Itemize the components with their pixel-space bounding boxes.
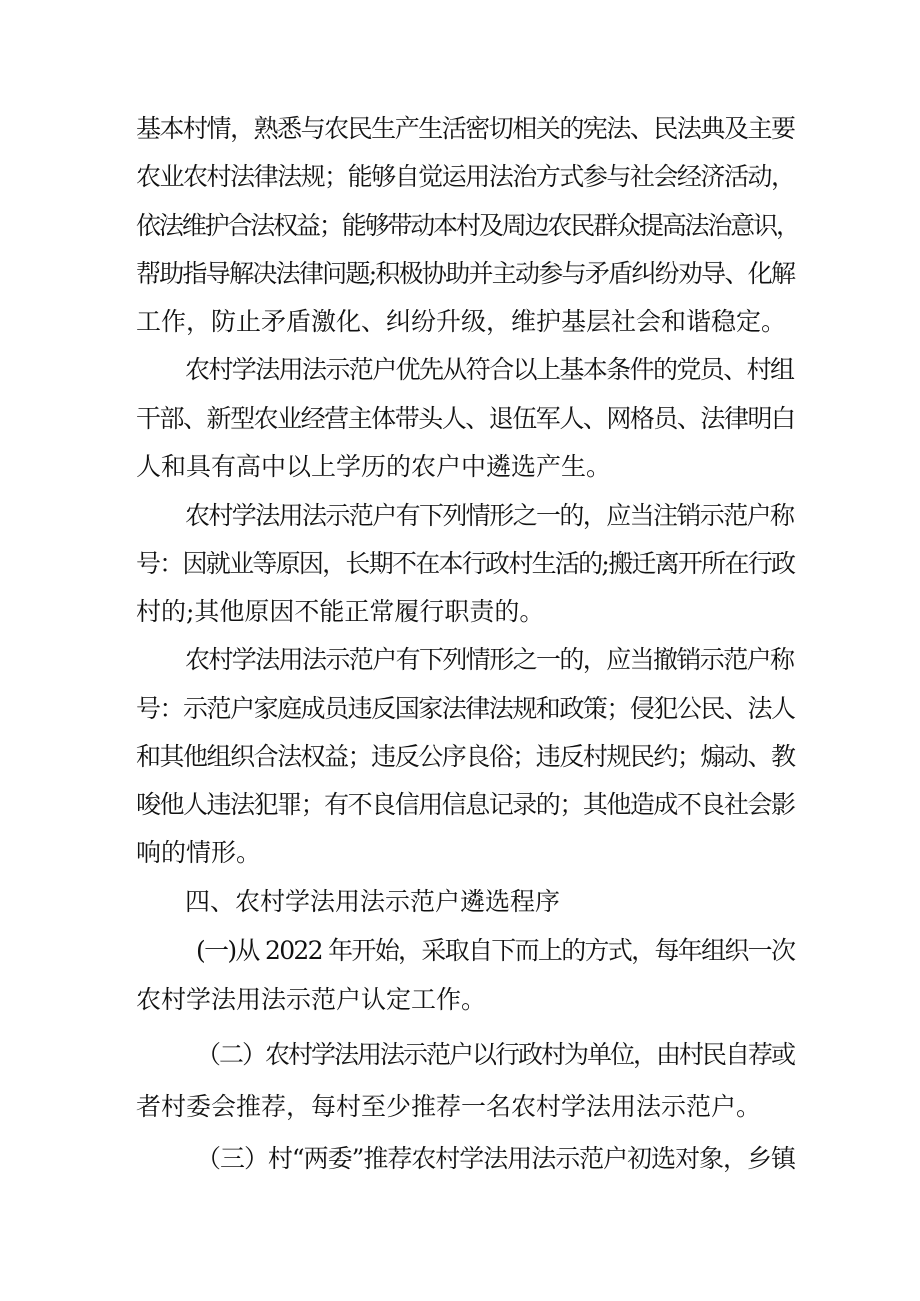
section-heading: 四、农村学法用法示范户遴选程序 [185,887,561,916]
text-line: 农村学法用法示范户有下列情形之一的，应当注销示范户称 [185,501,794,530]
text-line: 唆他人违法犯罪；有不良信用信息记录的；其他造成不良社会影 [136,790,795,819]
text-line: 和其他组织合法权益；违反公序良俗；违反村规民约；煽动、教 [136,742,795,771]
text-line: 工作，防止矛盾激化、纠纷升级，维护基层社会和谐稳定。 [136,307,787,336]
text-line: 农业农村法律法规；能够自觉运用法治方式参与社会经济活动， [136,162,795,191]
text-line: 农村学法用法示范户优先从符合以上基本条件的党员、村组 [185,355,794,384]
text-line: 号：示范户家庭成员违反国家法律法规和政策；侵犯公民、法人 [136,694,795,723]
text-line: 者村委会推荐，每村至少推荐一名农村学法用法示范户。 [136,1092,762,1121]
text-line: 人和具有高中以上学历的农户中遴选产生。 [136,452,612,481]
text-line: （三）村“两委”推荐农村学法用法示范户初选对象，乡镇 [196,1144,795,1173]
text-line: 依法维护合法权益；能够带动本村及周边农民群众提高法治意识， [136,211,799,240]
text-line: 基本村情，熟悉与农民生产生活密切相关的宪法、民法典及主要 [136,114,795,143]
text-line: 干部、新型农业经营主体带头人、退伍军人、网格员、法律明白 [136,404,795,433]
text-line: 村的;其他原因不能正常履行职责的。 [136,597,545,626]
text-line: 帮助指导解决法律问题;积极协助并主动参与矛盾纠纷劝导、化解 [136,259,795,288]
text-line: 号：因就业等原因，长期不在本行政村生活的;搬迁离开所在行政 [136,549,795,578]
text-line: (一)从 2022 年开始，采取自下而上的方式，每年组织一次 [196,936,795,965]
text-line: （二）农村学法用法示范户以行政村为单位，由村民自荐或 [196,1040,794,1069]
text-line: 农村学法用法示范户有下列情形之一的，应当撤销示范户称 [185,645,794,674]
text-line: 农村学法用法示范户认定工作。 [136,985,487,1014]
text-line: 响的情形。 [136,838,262,867]
